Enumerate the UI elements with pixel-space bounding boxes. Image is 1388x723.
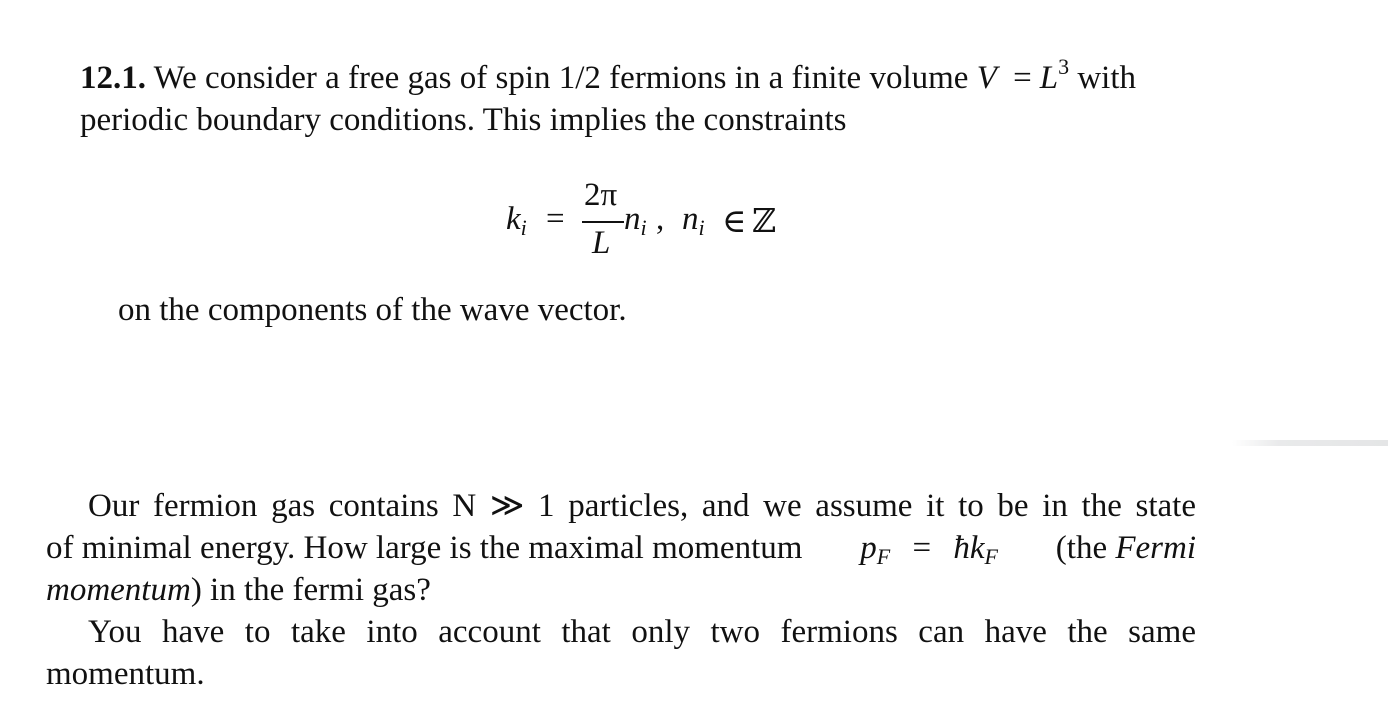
eq-set: ℤ [752,204,777,240]
scan-artifact [1232,440,1388,446]
problem-intro-line-2 [80,100,847,140]
after-equation-text: on the components of the wave vector. [118,292,627,328]
para2-line-2-start: of minimal energy. How large is the maximal momentum [46,530,803,566]
volume-value-base: L [1039,60,1059,96]
para2-line-2-end: (the Fermi [1055,530,1196,566]
volume-exponent: 3 [1058,54,1070,79]
para2-line-2 [46,528,1196,568]
eq-condition-var: $n_i$ [682,201,705,240]
equals-sign: = [1013,60,1032,96]
volume-symbol: V [976,60,997,96]
problem-intro-line-1 [80,54,1137,98]
eq-equals: = [546,201,565,237]
problem-number: 12.1. [80,60,146,96]
eq-lhs: $k_i$ [506,201,527,240]
intro-text-2: periodic boundary conditions. This implies the constraints [80,102,847,138]
eq-member: ∈ [722,204,747,240]
momentum-italic: momentum [46,572,191,608]
para2-line-3: momentum) in the fermi gas? [46,572,431,608]
eq-denominator: L [592,225,611,261]
eq-numerator: 2π [584,177,618,213]
eq-factor: $n_i$ [624,201,647,240]
para2-line-1: Our fermion gas contains N ≫ 1 particles, and we assume it to be in the state [88,488,1196,524]
eq-comma: , [656,201,665,237]
fermi-momentum-expr: $p_F$ = $ħk_F$ [860,530,998,569]
para3-line-1: You have to take into account that only two fermions can have the same [88,614,1196,650]
intro-text-end: with [1077,60,1137,96]
fraction-bar [582,221,624,223]
intro-text: We consider a free gas of spin 1/2 fermions in a finite volume [153,60,969,96]
para3-line-2: momentum. [46,656,205,692]
